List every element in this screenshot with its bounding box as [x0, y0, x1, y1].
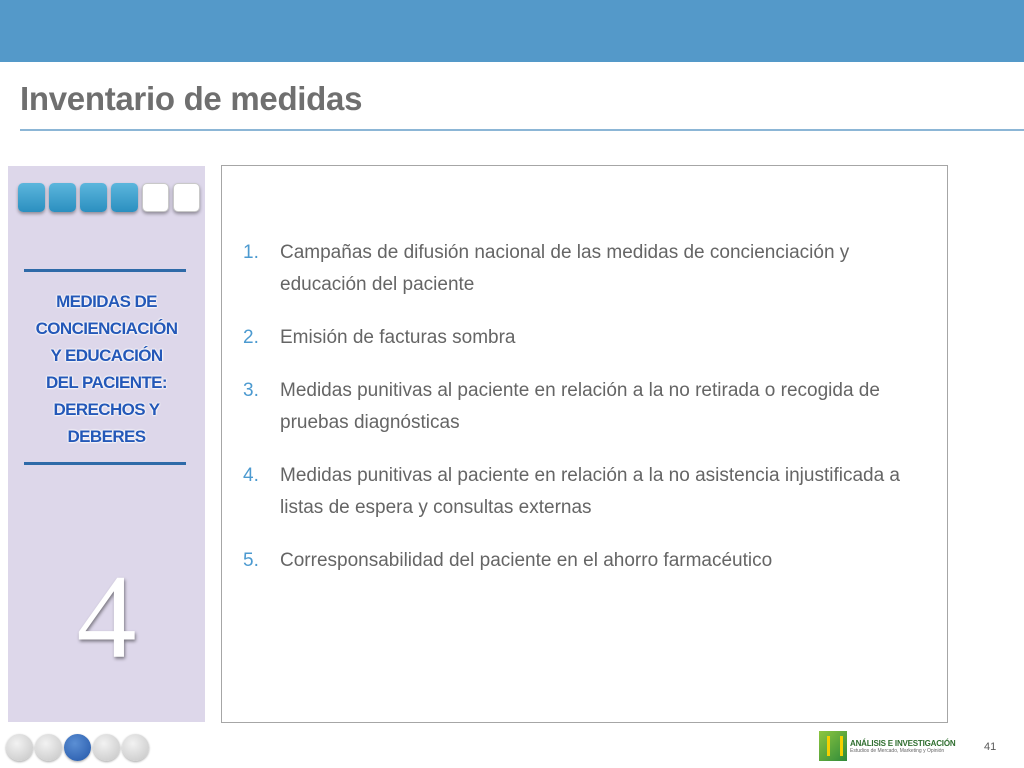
logo-mark-icon	[819, 731, 847, 761]
list-item	[240, 237, 930, 301]
nav-dot-4[interactable]	[93, 734, 120, 761]
section-heading-line: Y EDUCACIÓN	[50, 346, 163, 365]
heading-top-rule	[24, 269, 186, 272]
section-heading-line: CONCIENCIACIÓN	[35, 319, 178, 338]
list-item	[240, 460, 930, 524]
list-item	[240, 322, 930, 354]
progress-step-1	[18, 183, 45, 212]
nav-dot-1[interactable]	[6, 734, 33, 761]
section-heading-line: DERECHOS Y	[53, 400, 160, 419]
list-item-number: 1.	[243, 242, 259, 263]
list-item-text: Corresponsabilidad del paciente en el ahorro farmacéutico	[280, 550, 773, 571]
progress-step-6	[173, 183, 200, 212]
section-progress-indicator	[18, 183, 200, 212]
list-item-text: Campañas de difusión nacional de las medidas de concienciación y educación del paciente	[280, 242, 850, 295]
list-item-number: 3.	[243, 380, 259, 401]
page-number: 41	[984, 741, 997, 753]
progress-step-5	[142, 183, 169, 212]
nav-dot-5[interactable]	[122, 734, 149, 761]
list-item-text: Medidas punitivas al paciente en relación a la no retirada o recogida de pruebas diagnósticas	[280, 380, 880, 433]
logo-subtitle: Estudios de Mercado, Marketing y Opinión	[850, 747, 945, 754]
logo-text	[850, 739, 955, 754]
heading-bottom-rule	[24, 462, 186, 465]
top-bar	[0, 0, 1024, 62]
slide-navigation-dots	[6, 734, 149, 761]
section-number: 4	[76, 550, 137, 683]
company-logo	[819, 730, 969, 762]
section-heading-line: DEBERES	[67, 427, 146, 446]
section-heading	[14, 288, 199, 450]
list-item-number: 4.	[243, 465, 259, 486]
progress-step-4	[111, 183, 138, 212]
slide-title: Inventario de medidas	[20, 80, 363, 117]
section-heading-line: MEDIDAS DE	[56, 292, 157, 311]
list-item	[240, 545, 930, 577]
nav-dot-3-active[interactable]	[64, 734, 91, 761]
progress-step-3	[80, 183, 107, 212]
nav-dot-2[interactable]	[35, 734, 62, 761]
section-side-panel	[8, 166, 205, 722]
list-item-text: Emisión de facturas sombra	[280, 327, 516, 348]
section-heading-line: DEL PACIENTE:	[46, 373, 167, 392]
list-item-number: 2.	[243, 327, 259, 348]
list-item-text: Medidas punitivas al paciente en relación a la no asistencia injustificada a listas de espera y consultas externas	[280, 465, 900, 518]
measures-list	[240, 237, 930, 598]
logo-title: ANÁLISIS E INVESTIGACIÓN	[850, 738, 956, 748]
progress-step-2	[49, 183, 76, 212]
list-item	[240, 375, 930, 439]
list-item-number: 5.	[243, 550, 259, 571]
content-box	[221, 165, 948, 723]
title-divider	[20, 129, 1024, 131]
